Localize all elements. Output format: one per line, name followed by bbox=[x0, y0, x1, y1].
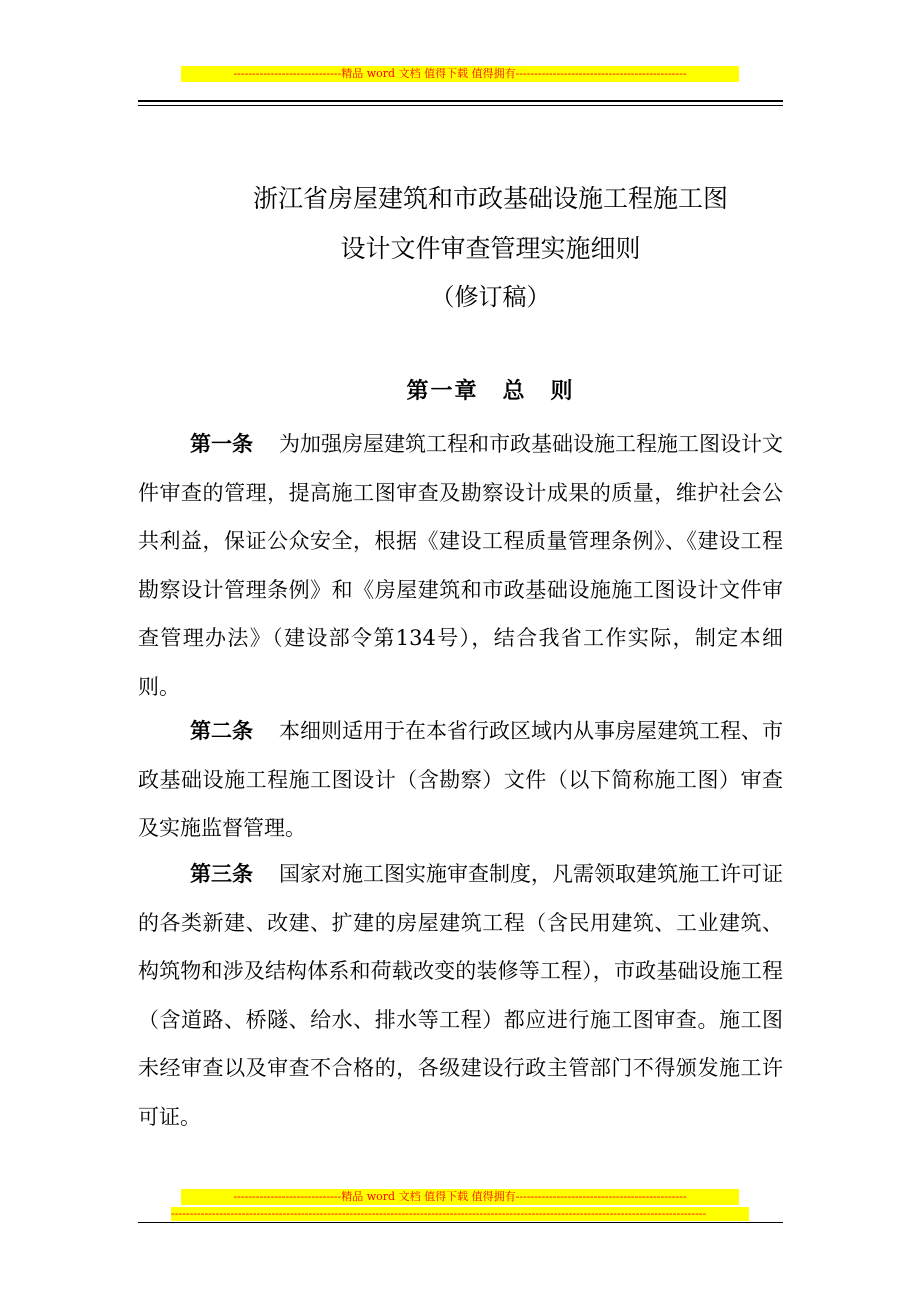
article-number: 第二条 bbox=[190, 719, 253, 743]
article-number: 第三条 bbox=[190, 862, 253, 886]
document-title-revision: （修订稿） bbox=[430, 283, 551, 311]
header-rule-thin bbox=[138, 105, 783, 106]
footer-dash-line: ------------------------------------------------------------------------------------------------------------------------------------------------ bbox=[171, 1207, 749, 1221]
header-rule-thick bbox=[138, 100, 783, 102]
document-title-line-2: 设计文件审查管理实施细则 bbox=[340, 234, 641, 263]
footer-banner: -----------------------------精品 word 文档 值得下载 值得拥有---------------------------------------------- bbox=[181, 1189, 739, 1205]
footer-rule bbox=[138, 1222, 783, 1223]
article-text: 国家对施工图实施审查制度，凡需领取建筑施工许可证的各类新建、改建、扩建的房屋建筑工程（含民用建筑、工业建筑、构筑物和涉及结构体系和荷载改变的装修等工程），市政基础设施工程（含道路、桥隧、给水、排水等工程）都应进行施工图审查。施工图未经审查以及审查不合格的，各级建设行政主管部门不得颁发施工许可证。 bbox=[138, 862, 783, 1129]
document-title-line-1: 浙江省房屋建筑和市政基础设施工程施工图 bbox=[252, 184, 728, 213]
article-text: 为加强房屋建筑工程和市政基础设施工程施工图设计文件审查的管理，提高施工图审查及勘察设计成果的质量，维护社会公共利益，保证公众安全，根据《建设工程质量管理条例》、《建设工程勘察设计管理条例》和《房屋建筑和市政基础设施施工图设计文件审查管理办法》（建设部令第134号），结合我省工作实际，制定本细则。 bbox=[138, 432, 783, 699]
article-text: 本细则适用于在本省行政区域内从事房屋建筑工程、市政基础设施工程施工图设计（含勘察）文件（以下简称施工图）审查及实施监督管理。 bbox=[138, 719, 783, 840]
article-3 bbox=[138, 850, 783, 1141]
article-number: 第一条 bbox=[190, 432, 253, 456]
header-banner: -----------------------------精品 word 文档 值得下载 值得拥有---------------------------------------------- bbox=[181, 66, 739, 82]
chapter-heading: 第一章 总 则 bbox=[406, 379, 575, 404]
article-2 bbox=[138, 707, 783, 853]
article-1 bbox=[138, 420, 783, 711]
